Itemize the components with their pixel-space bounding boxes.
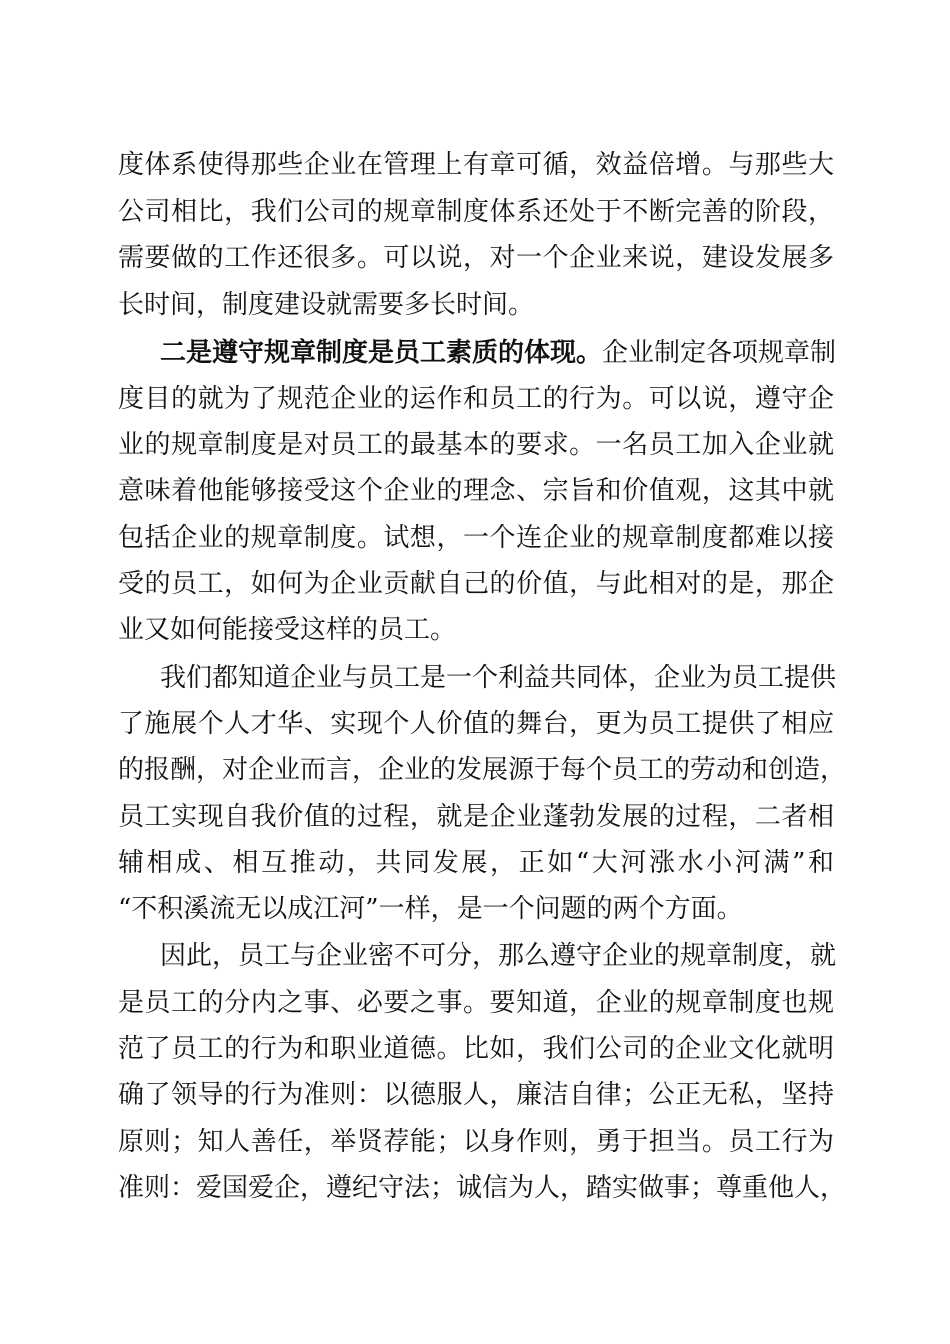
text-line: 员工实现自我价值的过程，就是企业蓬勃发展的过程，二者相 <box>118 802 834 832</box>
text-line: 意味着他能够接受这个企业的理念、宗旨和价值观，这其中就 <box>118 476 834 506</box>
text-line: 了施展个人才华、实现个人价值的舞台，更为员工提供了相应 <box>118 709 834 739</box>
section-heading: 二是遵守规章制度是员工素质的体现。 <box>160 338 603 368</box>
text-line: 包括企业的规章制度。试想，一个连企业的规章制度都难以接 <box>118 523 834 553</box>
paragraph-line-with-heading <box>160 333 837 373</box>
text-line: “不积溪流无以成江河”一样，是一个问题的两个方面。 <box>118 894 743 924</box>
text-line: 准则：爱国爱企，遵纪守法；诚信为人，踏实做事；尊重他人， <box>118 1173 847 1203</box>
text-line: 因此，员工与企业密不可分，那么遵守企业的规章制度，就 <box>160 941 837 971</box>
text-line: 度目的就为了规范企业的运作和员工的行为。可以说，遵守企 <box>118 384 834 414</box>
text-line: 公司相比，我们公司的规章制度体系还处于不断完善的阶段， <box>118 197 834 227</box>
text-segment: 企业制定各项规章制 <box>602 338 837 368</box>
text-line: 辅相成、相互推动，共同发展，正如“大河涨水小河满”和 <box>118 848 834 878</box>
text-line: 原则；知人善任，举贤荐能；以身作则，勇于担当。员工行为 <box>118 1127 834 1157</box>
text-line: 业又如何能接受这样的员工。 <box>118 615 457 645</box>
text-line: 我们都知道企业与员工是一个利益共同体，企业为员工提供 <box>160 663 837 693</box>
text-line: 需要做的工作还很多。可以说，对一个企业来说，建设发展多 <box>118 243 834 273</box>
text-line: 受的员工，如何为企业贡献自己的价值，与此相对的是，那企 <box>118 569 834 599</box>
text-line: 业的规章制度是对员工的最基本的要求。一名员工加入企业就 <box>118 430 834 460</box>
text-line: 长时间，制度建设就需要多长时间。 <box>118 290 535 320</box>
text-line: 是员工的分内之事、必要之事。要知道，企业的规章制度也规 <box>118 988 834 1018</box>
text-line: 的报酬，对企业而言，企业的发展源于每个员工的劳动和创造， <box>118 755 847 785</box>
text-line: 范了员工的行为和职业道德。比如，我们公司的企业文化就明 <box>118 1034 834 1064</box>
text-line: 度体系使得那些企业在管理上有章可循，效益倍增。与那些大 <box>118 150 834 180</box>
text-line: 确了领导的行为准则：以德服人，廉洁自律；公正无私，坚持 <box>118 1080 834 1110</box>
